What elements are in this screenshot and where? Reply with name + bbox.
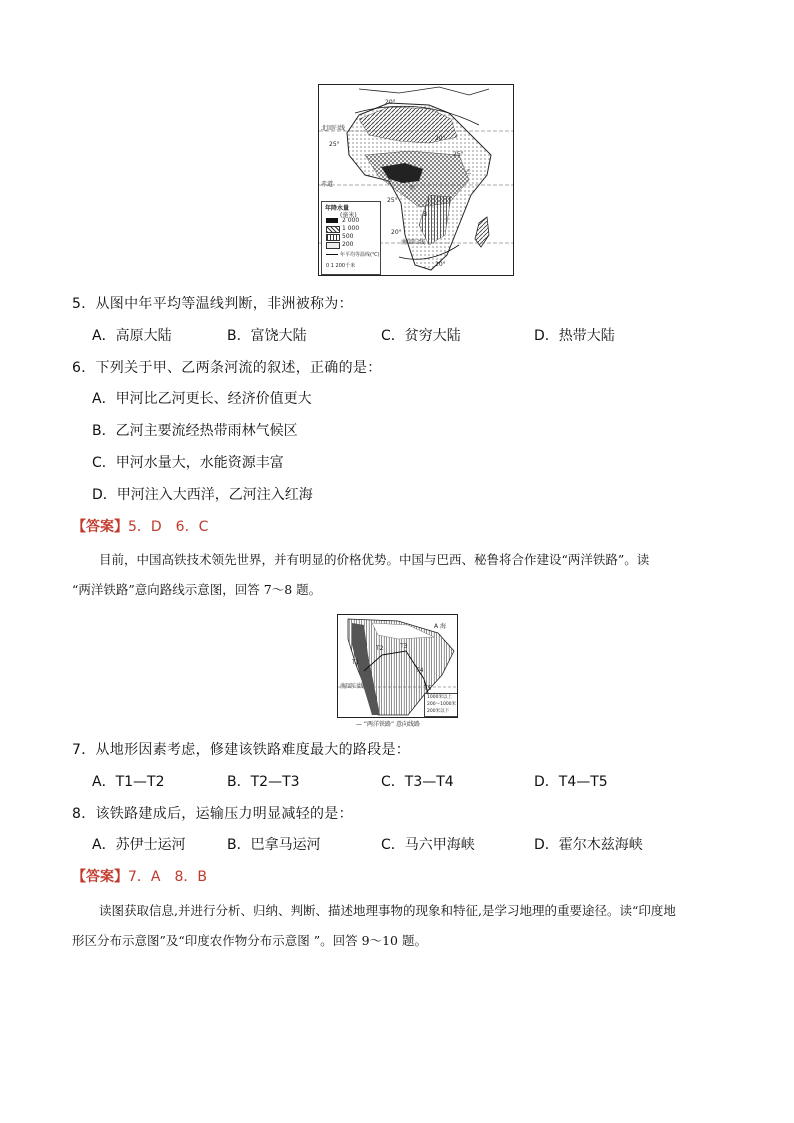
legend-scale: 0 1 200千米 [326,263,356,269]
question-5-option-a[interactable]: A．高原大陆 [92,328,172,344]
legend-item: 200 [342,241,354,248]
map-label: 25° [453,151,464,158]
map-label: T5 [424,685,432,692]
legend-swatch [326,218,338,223]
passage-line: 形区分布示意图”及“印度农作物分布示意图 ”。回答 9～10 题。 [72,933,427,948]
map-label: 乙 [465,169,472,176]
map-label: 20° [435,261,446,268]
passage-line: 读图获取信息,并进行分析、归纳、判断、描述地理事物的现象和特征,是学习地理的重要途径。读“印度地 [99,903,676,918]
map-caption: — “两洋铁路” 意向线路 [356,721,421,728]
question-7-stem: 7．从地形因素考虑，修建该铁路难度最大的路段是： [72,742,411,758]
legend-item: 200～1000米 [427,702,457,707]
answer-7-8 [72,867,207,887]
legend-item: 500 [342,233,354,240]
question-6-option-c[interactable]: C．甲河水量大，水能资源丰富 [92,455,284,471]
question-5-option-b[interactable]: B．富饶大陆 [227,328,307,344]
question-5-option-d[interactable]: D．热带大陆 [534,328,615,344]
passage-line: 目前，中国高铁技术领先世界，并有明显的价格优势。中国与巴西、秘鲁将合作建设“两洋铁路”。读 [99,552,650,567]
two-ocean-railway-map [337,614,458,718]
map-label: T4 [416,667,424,674]
answer-tag: 【答案】 [72,519,128,535]
question-7-option-c[interactable]: C．T3—T4 [381,774,454,790]
legend-item: 1000米以上 [427,695,452,700]
map-label: 25° [387,197,398,204]
africa-precipitation-map [318,84,514,276]
question-8-option-d[interactable]: D．霍尔木兹海峡 [534,837,643,853]
map-label: 25° [329,141,340,148]
map-label: 20° [391,229,402,236]
map-label: 北回归线 [321,125,346,132]
question-7-option-a[interactable]: A．T1—T2 [92,774,165,790]
legend-title: 年降水量 [325,205,350,212]
legend-item: 200米以下 [427,709,450,714]
map-label: A 海 [434,623,447,630]
legend-item: 1 000 [342,225,360,232]
map-label: 20° [435,135,446,142]
question-7-option-b[interactable]: B．T2—T3 [227,774,300,790]
map-label: 南回归线 [401,239,426,246]
question-8-option-a[interactable]: A．苏伊士运河 [92,837,186,853]
map-label: T1 [352,659,360,666]
legend-swatch [326,234,340,241]
map-label: T2 [376,645,384,652]
legend-line [326,254,338,255]
question-6-stem: 6．下列关于甲、乙两条河流的叙述，正确的是： [72,360,382,376]
question-8-option-c[interactable]: C．马六甲海峡 [381,837,475,853]
answer-5-6 [72,517,208,537]
question-6-option-d[interactable]: D．甲河注入大西洋，乙河注入红海 [92,487,313,503]
passage-line: “两洋铁路”意向路线示意图，回答 7～8 题。 [72,582,322,597]
answer-value: 5．D 6．C [128,519,209,535]
map-legend [321,201,381,275]
legend-isotherm: 年平均等温线(℃) [340,252,380,258]
question-8-stem: 8．该铁路建成后，运输压力明显减轻的是： [72,806,353,822]
map-label: T3 [400,643,408,650]
map-label: B [423,211,428,218]
map-label: 甲 [409,185,416,192]
legend-item: 2 000 [342,217,360,224]
question-5-option-c[interactable]: C．贫穷大陆 [381,328,461,344]
answer-tag: 【答案】 [72,869,128,885]
question-7-option-d[interactable]: D．T4—T5 [534,774,608,790]
legend-swatch [326,242,340,249]
legend-unit: (毫米) [340,212,357,219]
question-5-stem: 5．从图中年平均等温线判断，非洲被称为： [72,296,353,312]
map-label: 赤道 [321,181,334,188]
map-legend [424,693,458,717]
question-6-option-a[interactable]: A．甲河比乙河更长、经济价值更大 [92,391,312,407]
question-8-option-b[interactable]: B．巴拿马运河 [227,837,321,853]
question-6-option-b[interactable]: B．乙河主要流经热带雨林气候区 [92,423,298,439]
legend-swatch [326,226,340,233]
answer-value: 7．A 8．B [128,869,207,885]
map-label: 南回归线 [340,683,365,690]
map-label: 20° [385,99,396,106]
